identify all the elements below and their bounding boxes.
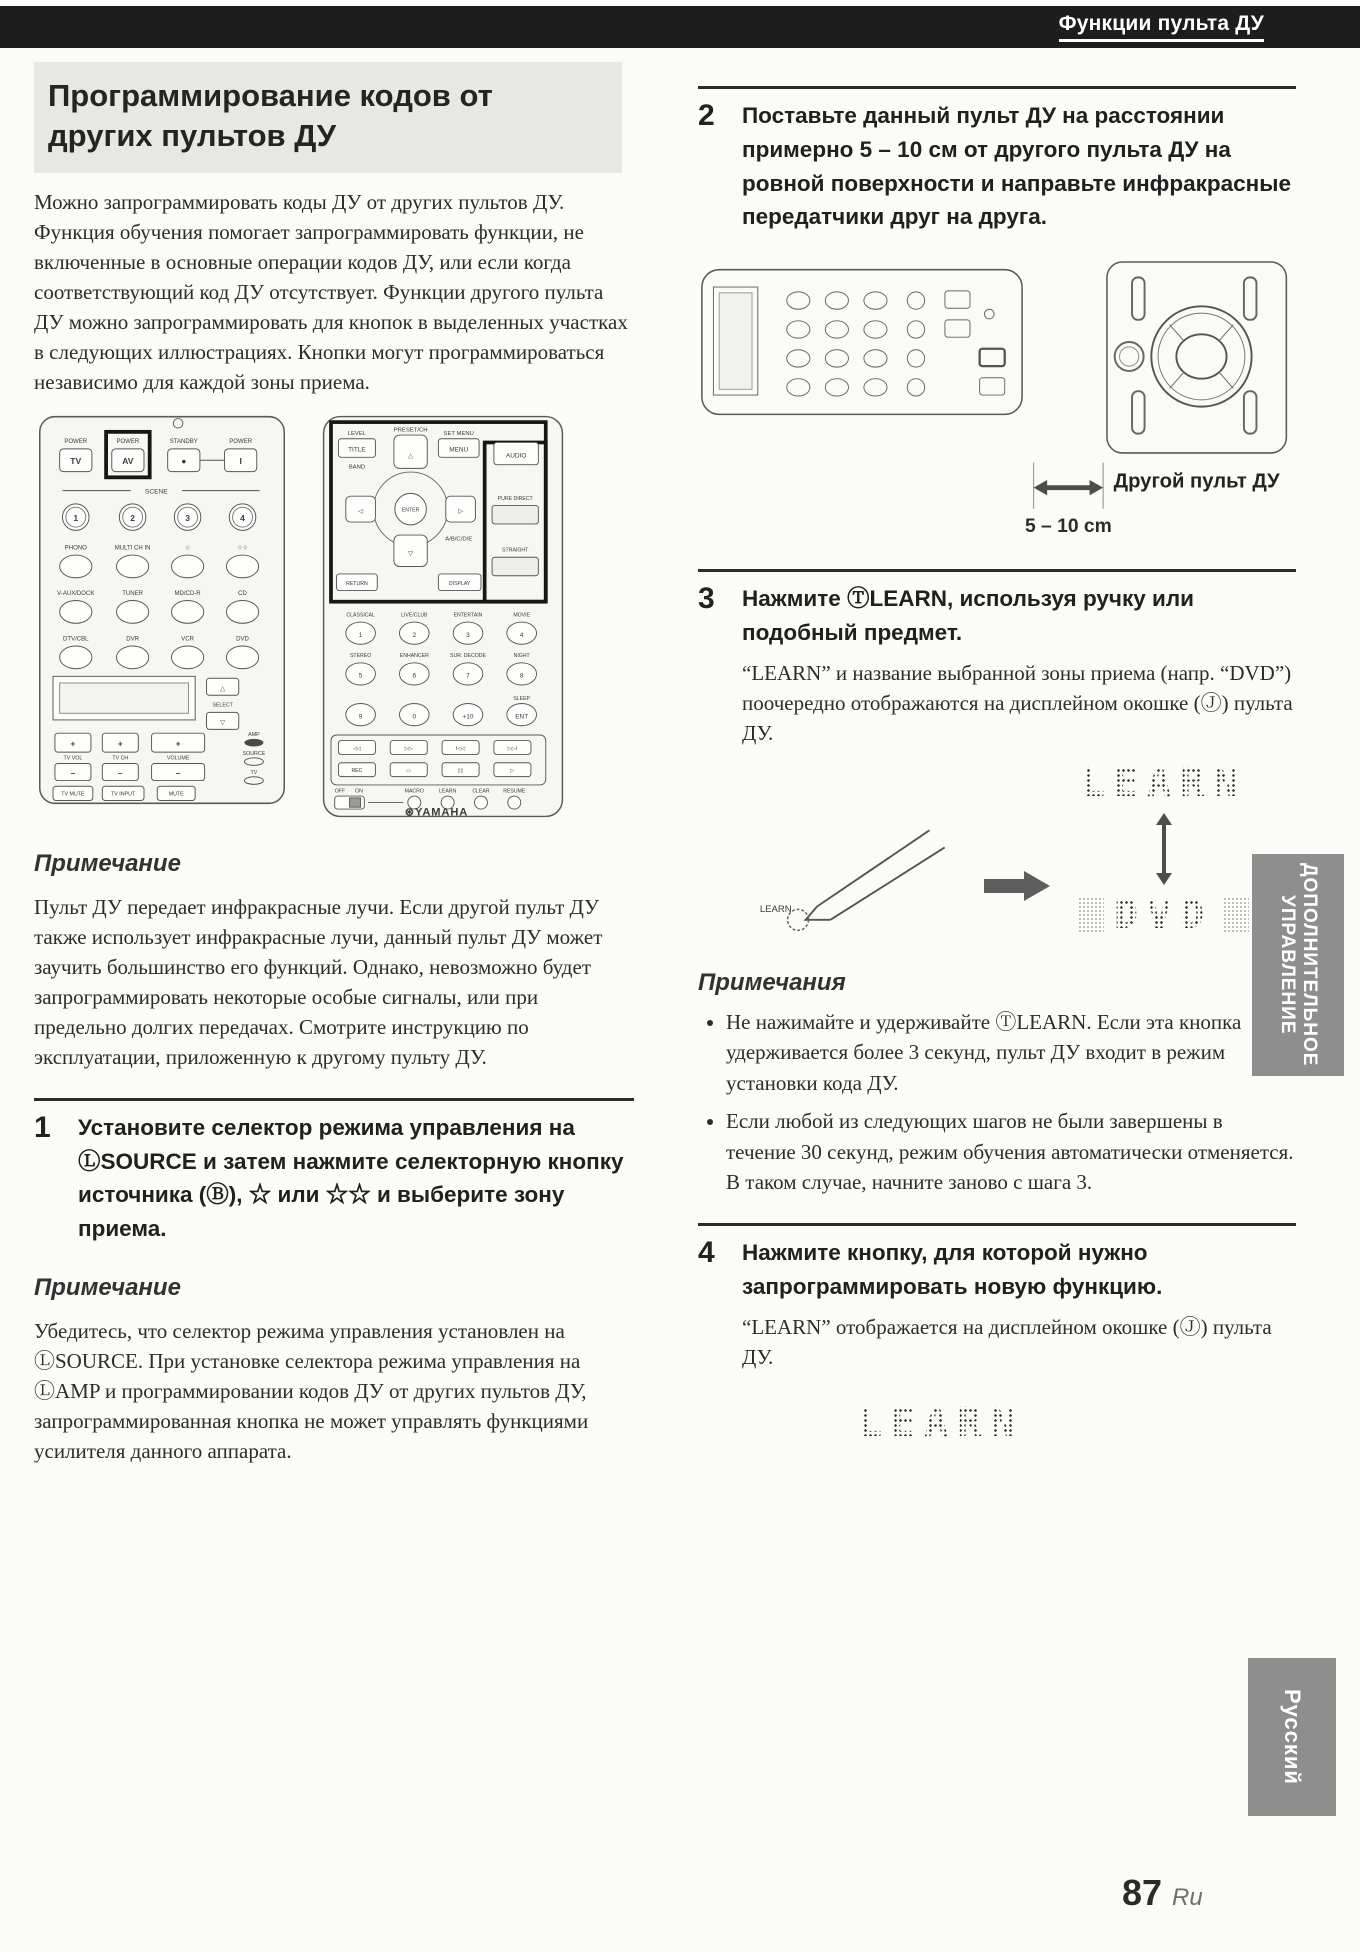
rec-key: REC [351, 767, 363, 774]
label: VCR [181, 636, 194, 643]
label: ☆☆ [237, 545, 248, 552]
transport-key: ▷▷I [507, 745, 518, 752]
learn-label: LEARN [439, 788, 457, 795]
mode-label: AMP [248, 731, 260, 738]
ghost-character [1078, 897, 1104, 933]
step-body: “LEARN” и название выбранной зоны приема (напр. “DVD”) поочередно отображаются на дисплейном окошке (Ⓙ) пульта ДУ. [742, 660, 1293, 746]
step-number: 4 [698, 1236, 715, 1270]
on-label: ON [355, 788, 363, 795]
key-label: TV INPUT [111, 791, 136, 798]
logo-text: YAMAHA [415, 806, 469, 819]
band-label: BAND [348, 464, 366, 471]
num-key: 9 [358, 713, 363, 721]
language-tab-russian [1248, 1658, 1336, 1816]
tab-line: Русский [1280, 1689, 1305, 1785]
step-title: Поставьте данный пульт ДУ на расстоянии примерно 5 – 10 см от другого пульта ДУ на ровной поверхности и направьте инфракрасные передатчики друг на друга. [742, 103, 1291, 230]
label: MD/CD-R [174, 590, 201, 597]
mode-label: TV [250, 769, 258, 776]
right-column [698, 86, 1296, 1446]
step-4 [698, 1236, 1296, 1304]
scene-label: SCENE [144, 488, 168, 496]
remote-b-illustration [318, 411, 568, 822]
step-number: 2 [698, 99, 715, 132]
double-arrow-icon [1153, 813, 1175, 885]
label: SET MENU [443, 430, 474, 437]
label: DVR [126, 636, 140, 643]
tv-power-key: TV [70, 455, 82, 466]
this-remote-illustration [702, 270, 1022, 415]
remote-a-bottom-keys [53, 786, 195, 800]
select-label: SELECT [212, 702, 233, 709]
scene-key: 3 [185, 512, 190, 523]
left-column [34, 62, 634, 1466]
num-key: 3 [466, 631, 470, 639]
num-key: 8 [519, 672, 524, 680]
label: MULTI CH IN [114, 545, 151, 552]
menu-key: MENU [449, 446, 469, 454]
step-3 [698, 582, 1296, 650]
label: ☆ [184, 545, 191, 552]
minus-key: – [70, 767, 76, 778]
num-key: 2 [412, 631, 417, 639]
tab-line: ДОПОЛНИТЕЛЬНОЕ [1298, 863, 1320, 1067]
step-number: 1 [34, 1110, 51, 1144]
off-label: OFF [334, 788, 346, 795]
select-down-key: ▽ [220, 719, 226, 727]
power-key: I [239, 455, 242, 466]
note-item: • Не нажимайте и удерживайте ⓉLEARN. Если эта кнопка удерживается более 3 секунд, пульт ДУ входит в режим установки кода ДУ. [726, 1007, 1296, 1098]
clear-label: CLEAR [472, 788, 490, 795]
label: ENHANCER [399, 652, 429, 659]
step-number: 3 [698, 582, 715, 615]
transport-key: ▷▷ [404, 745, 413, 752]
key-label: TV MUTE [61, 791, 85, 798]
num-key: 0 [412, 713, 417, 721]
cursor-left-key: ◁ [358, 507, 364, 515]
num-key: 5 [358, 672, 363, 680]
section-label: Функции пульта ДУ [1059, 12, 1264, 42]
right-arrow-icon [984, 869, 1052, 903]
ent-key: ENT [515, 713, 529, 721]
label: ENTERTAIN [453, 612, 483, 619]
step-divider [34, 1098, 634, 1101]
label: PHONO [64, 545, 87, 552]
note-body: Пульт ДУ передает инфракрасные лучи. Если другой пульт ДУ также использует инфракрасные лучи, данный пульт ДУ может заучить большинство его функций. Однако, невозможно будет запрограммировать некоторые особые сигналы, или при предельно долгих передачах. Смотрите инструкцию по эксплуатации, приложенную к другому пульту ДУ. [34, 894, 603, 1069]
num-key: 7 [466, 672, 470, 680]
scene-key: 2 [130, 512, 135, 523]
step-1 [34, 1111, 634, 1246]
distance-arrow-icon [1034, 463, 1103, 509]
label: DVD [236, 636, 249, 643]
plus-key: + [70, 738, 76, 749]
pause-key: ▯▯ [457, 767, 464, 774]
label: POWER [229, 438, 253, 445]
step-title: Нажмите ⓉLEARN, используя ручку или подобный предмет. [742, 586, 1194, 645]
audio-key: AUDIO [505, 451, 527, 459]
abcde-label: A/B/C/D/E [445, 536, 473, 543]
note-heading: Примечание [34, 849, 181, 877]
av-power-key: AV [122, 455, 134, 466]
num-key: 6 [412, 672, 417, 680]
notes-list [704, 1007, 1296, 1198]
other-remote-illustration [1107, 262, 1286, 453]
group-label: TV VOL [63, 755, 83, 762]
enter-key: ENTER [401, 507, 420, 514]
straight-label: STRAIGHT [502, 547, 529, 554]
label: POWER [116, 438, 140, 445]
distance-label: 5 – 10 cm [1024, 516, 1112, 538]
step-title: Нажмите кнопку, для которой нужно запрограммировать новую функцию. [742, 1240, 1163, 1300]
page-number: 87 [1122, 1872, 1163, 1913]
step-body: “LEARN” отображается на дисплейном окошке (Ⓙ) пульта ДУ. [742, 1314, 1272, 1370]
sleep-label: SLEEP [513, 695, 531, 702]
remote-illustrations [34, 411, 634, 822]
tab-line: УПРАВЛЕНИЕ [1277, 895, 1298, 1035]
label: CLASSICAL [346, 612, 375, 619]
transport-key: ◁◁ [352, 745, 361, 752]
note-item: • Если любой из следующих шагов не были завершены в течение 30 секунд, режим обучения автоматически отменяется. В таком случае, начните заново с шага 3. [726, 1106, 1296, 1197]
yamaha-logo [405, 806, 468, 818]
pure-direct-label: PURE DIRECT [497, 495, 533, 502]
num-key: +10 [462, 713, 474, 721]
note-body: Убедитесь, что селектор режима управления установлен на ⓁSOURCE. При установке селектора режима управления на ⓁAMP и программировании кодов ДУ от других пультов ДУ, запрограммированная кнопка не может управлять функциями усилителя данного аппарата. [34, 1318, 589, 1463]
note-heading: Примечание [34, 1273, 181, 1301]
step-divider [698, 569, 1296, 572]
play-key: ▷ [510, 767, 515, 774]
display-text-learn: LEARN [1080, 759, 1247, 806]
display-text-learn: LEARN [858, 1403, 1296, 1443]
label: SUR. DECODE [450, 652, 486, 659]
other-remote-label: Другой пульт ДУ [1113, 470, 1280, 493]
step-divider [698, 86, 1296, 89]
label: LIVE/CLUB [401, 612, 428, 619]
label: PRESET/CH [393, 427, 428, 434]
label: MOVIE [513, 612, 531, 619]
label: STANDBY [169, 438, 198, 445]
learn-display-illustration [758, 759, 1296, 941]
label: STEREO [349, 652, 372, 659]
step-2 [698, 99, 1296, 234]
page-footer [1122, 1872, 1203, 1914]
num-key: 1 [358, 631, 363, 639]
title-key: TITLE [348, 446, 366, 454]
distance-illustration [698, 256, 1296, 538]
display-key: DISPLAY [448, 580, 471, 587]
label: V-AUX/DOCK [57, 590, 95, 597]
step-title: Установите селектор режима управления на ⓁSOURCE и затем нажмите селекторную кнопку источника (Ⓑ), ☆ или ☆☆ и выберите зону приема. [78, 1114, 624, 1242]
key-label: MUTE [168, 791, 184, 798]
group-label: TV CH [112, 755, 129, 762]
cursor-right-key: ▷ [458, 507, 464, 515]
step-divider [698, 1223, 1296, 1226]
cursor-up-key: △ [408, 451, 414, 459]
label: CD [238, 590, 247, 597]
standby-key: ● [181, 455, 187, 466]
resume-label: RESUME [503, 788, 526, 795]
logo-mark-icon: ⊛ [404, 806, 416, 819]
remote-a-illustration [34, 411, 290, 809]
minus-key: – [175, 767, 181, 778]
scene-key: 1 [73, 512, 79, 523]
page-title: Программирование кодов от других пультов ДУ [34, 62, 622, 173]
intro-paragraph: Можно запрограммировать коды ДУ от других пультов ДУ. Функция обучения помогает запрограммировать функции, не включенные в основные операции кодов ДУ, или если когда соответствующий код ДУ отсутствует. Функции другого пульта ДУ можно запрограммировать для кнопок в выделенных участках в следующих иллюстрациях. Кнопки могут программироваться независимо для каждой зоны приема. [34, 189, 628, 394]
section-tab-advanced-operation [1252, 854, 1344, 1076]
pen-icon [758, 813, 958, 941]
display-window-callout [1078, 759, 1249, 938]
pen-button-label: LEARN [759, 904, 792, 916]
macro-label: MACRO [404, 788, 424, 795]
ghost-character [1223, 897, 1249, 933]
header-bar [0, 6, 1360, 48]
minus-key: – [117, 767, 123, 778]
display-text-dvd-row [1078, 891, 1249, 938]
label: LEVEL [347, 430, 367, 437]
plus-key: + [175, 738, 181, 749]
select-up-key: △ [220, 685, 226, 693]
svg-text:⊛YAMAHA [405, 806, 468, 818]
scene-key: 4 [240, 512, 245, 523]
page-language: Ru [1172, 1884, 1203, 1911]
group-label: VOLUME [166, 755, 190, 762]
display-text-dvd: DVD [1114, 891, 1214, 938]
mode-label: SOURCE [242, 750, 266, 757]
transport-key: I◁◁ [455, 745, 466, 752]
cursor-down-key: ▽ [408, 550, 414, 558]
stop-key: ▭ [406, 767, 412, 774]
label: DTV/CBL [62, 636, 89, 643]
notes-heading: Примечания [698, 968, 846, 996]
label: TUNER [122, 590, 144, 597]
num-key: 4 [519, 631, 524, 639]
label: POWER [64, 438, 88, 445]
return-key: RETURN [346, 580, 368, 587]
plus-key: + [117, 738, 123, 749]
label: NIGHT [513, 652, 530, 659]
